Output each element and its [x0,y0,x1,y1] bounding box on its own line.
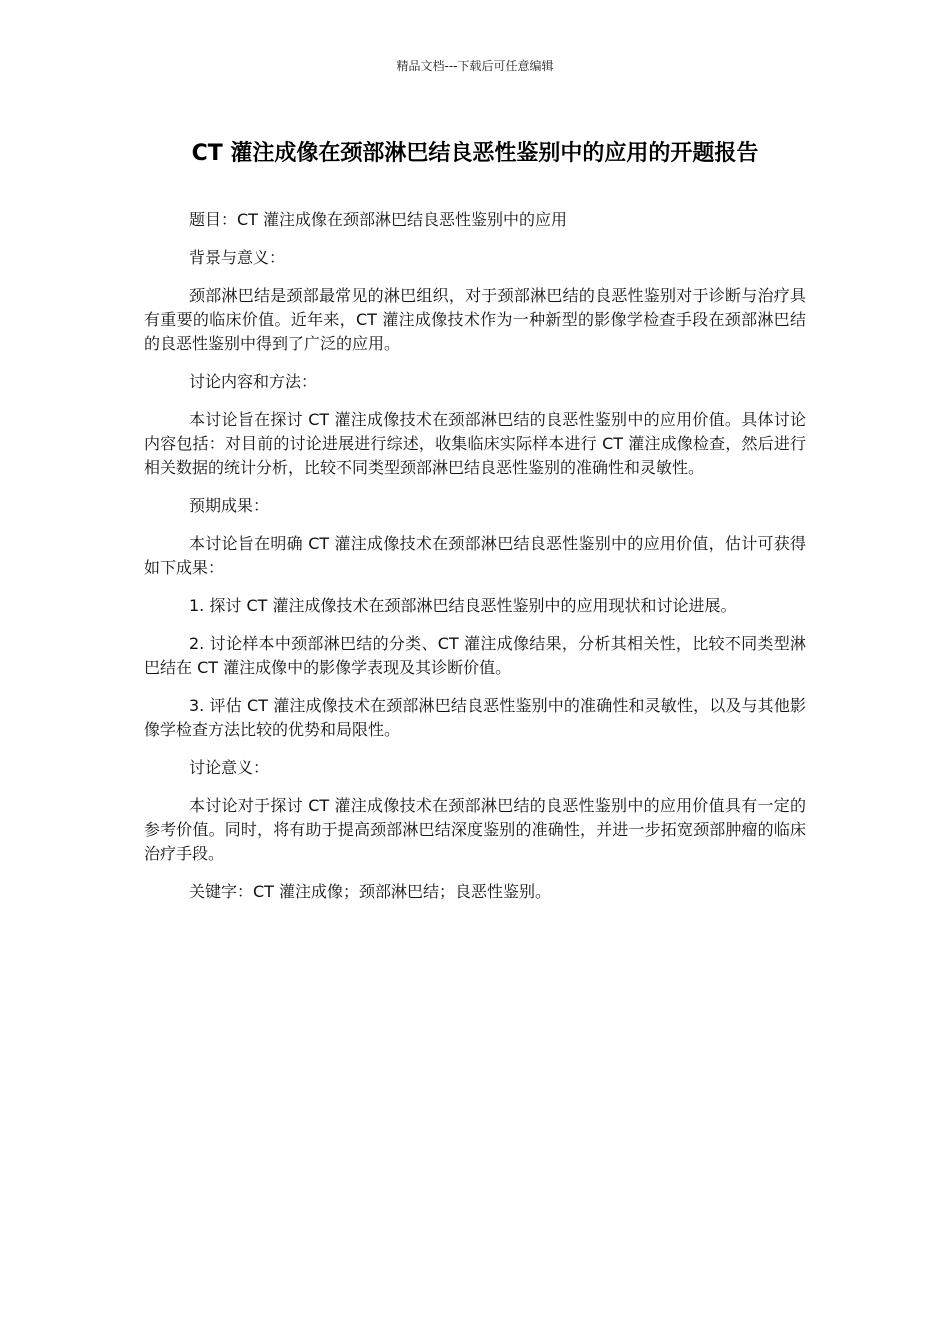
section-heading-background: 背景与意义： [189,248,286,267]
paragraph-background: 颈部淋巴结是颈部最常见的淋巴组织，对于颈部淋巴结的良恶性鉴别对于诊断与治疗具有重要的临床价值。近年来，CT 灌注成像技术作为一种新型的影像学检查手段在颈部淋巴结的良恶性鉴别中得到了广泛的应用。 [144,286,806,353]
paragraph-methods: 本讨论旨在探讨 CT 灌注成像技术在颈部淋巴结的良恶性鉴别中的应用价值。具体讨论内容包括：对目前的讨论进展进行综述，收集临床实际样本进行 CT 灌注成像检查，然后进行相关数据的统计分析，比较不同类型颈部淋巴结良恶性鉴别的准确性和灵敏性。 [144,410,806,477]
subject-line: 题目：CT 灌注成像在颈部淋巴结良恶性鉴别中的应用 [189,210,568,229]
keywords-line: 关键字：CT 灌注成像；颈部淋巴结；良恶性鉴别。 [189,882,552,901]
section-heading-significance: 讨论意义： [189,758,270,777]
section-heading-methods: 讨论内容和方法： [189,372,318,391]
list-item-result-1: 1. 探讨 CT 灌注成像技术在颈部淋巴结良恶性鉴别中的应用现状和讨论进展。 [189,596,737,615]
paragraph-expected-results: 本讨论旨在明确 CT 灌注成像技术在颈部淋巴结良恶性鉴别中的应用价值，估计可获得如下成果： [144,534,806,577]
page-header: 精品文档---下载后可任意编辑 [396,59,554,73]
list-item-result-2: 2. 讨论样本中颈部淋巴结的分类、CT 灌注成像结果，分析其相关性，比较不同类型淋巴结在 CT 灌注成像中的影像学表现及其诊断价值。 [144,634,806,677]
document-body [144,208,806,918]
list-item-result-3: 3. 评估 CT 灌注成像技术在颈部淋巴结良恶性鉴别中的准确性和灵敏性，以及与其他影像学检查方法比较的优势和局限性。 [144,696,806,739]
section-heading-expected-results: 预期成果： [189,496,270,515]
document-title: CT 灌注成像在颈部淋巴结良恶性鉴别中的应用的开题报告 [191,141,759,166]
paragraph-significance: 本讨论对于探讨 CT 灌注成像技术在颈部淋巴结的良恶性鉴别中的应用价值具有一定的参考价值。同时，将有助于提高颈部淋巴结深度鉴别的准确性，并进一步拓宽颈部肿瘤的临床治疗手段。 [144,796,806,863]
